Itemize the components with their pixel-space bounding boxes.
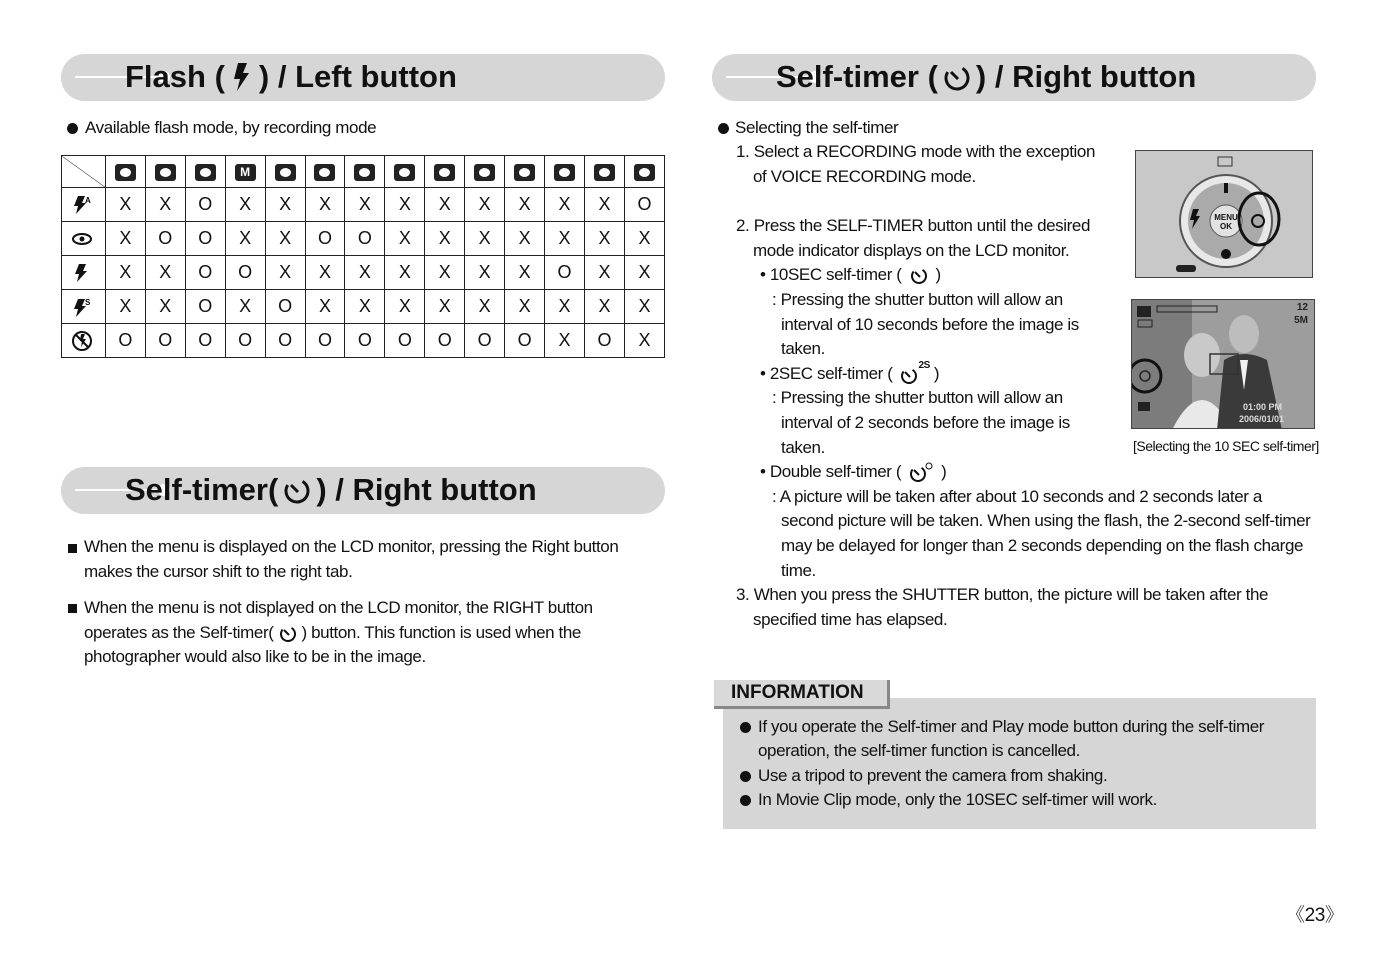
flash-mode-table xyxy=(61,155,665,358)
self-timer-right-header xyxy=(712,54,1316,101)
lcd-shot-count: 12 xyxy=(1296,302,1308,313)
table-cell: X xyxy=(545,290,585,324)
table-row-header xyxy=(62,188,106,222)
timer-2sec-a: • 2SEC self-timer ( xyxy=(760,364,893,383)
table-cell: X xyxy=(305,290,345,324)
table-corner-cell xyxy=(62,156,106,188)
timer-10sec-a: • 10SEC self-timer ( xyxy=(760,265,902,284)
timer-double-desc2: second picture will be taken. When using the flash, the 2-second self-timer xyxy=(781,511,1311,530)
text-icon xyxy=(474,164,495,181)
table-cell: X xyxy=(225,222,265,256)
table-cell: X xyxy=(385,256,425,290)
camera-buttons-illustration xyxy=(1135,150,1313,278)
table-cell: X xyxy=(465,256,505,290)
flash-title xyxy=(125,59,457,95)
table-cell: X xyxy=(545,188,585,222)
auto-mode-icon xyxy=(115,164,136,181)
fill-flash-icon xyxy=(72,262,94,284)
para2-line1: When the menu is not displayed on the LCD monitor, the RIGHT button xyxy=(84,598,593,617)
table-row-header xyxy=(62,256,106,290)
table-mode-header xyxy=(225,156,265,188)
timer-10sec-desc3: taken. xyxy=(781,339,825,358)
table-cell: O xyxy=(105,324,145,358)
sunset-icon xyxy=(514,164,535,181)
table-cell: X xyxy=(584,256,624,290)
table-cell: O xyxy=(584,324,624,358)
timer-double-a: • Double self-timer ( xyxy=(760,462,902,481)
table-cell: O xyxy=(185,222,225,256)
table-mode-header xyxy=(425,156,465,188)
timer-10sec-desc2: interval of 10 seconds before the image is xyxy=(781,315,1079,334)
self-timer-title-suffix: ) / Right button xyxy=(316,472,537,507)
table-cell: X xyxy=(105,290,145,324)
table-cell: O xyxy=(225,324,265,358)
self-timer-icon xyxy=(282,475,312,505)
lcd-date: 2006/01/01 xyxy=(1238,414,1284,424)
timer-2sec-desc1: : Pressing the shutter button will allow an xyxy=(772,388,1063,407)
table-cell: X xyxy=(584,290,624,324)
flash-bullet-text: Available flash mode, by recording mode xyxy=(85,118,377,137)
table-cell: O xyxy=(345,222,385,256)
table-mode-header xyxy=(305,156,345,188)
right-title-prefix: Self-timer ( xyxy=(776,59,938,94)
timer-double-desc1: : A picture will be taken after about 10 seconds and 2 seconds later a xyxy=(772,487,1262,506)
table-cell: O xyxy=(145,222,185,256)
table-cell: X xyxy=(145,290,185,324)
table-mode-header xyxy=(584,156,624,188)
step1-line1: 1. Select a RECORDING mode with the exception xyxy=(736,142,1095,161)
table-cell: X xyxy=(105,256,145,290)
table-cell: X xyxy=(105,222,145,256)
landscape-icon xyxy=(394,164,415,181)
lcd-image-size: 5M xyxy=(1294,315,1308,326)
table-cell: X xyxy=(345,290,385,324)
table-mode-header xyxy=(185,156,225,188)
flash-title-suffix: ) / Left button xyxy=(258,59,457,94)
table-cell: X xyxy=(265,222,305,256)
info-bullet1-line1: If you operate the Self-timer and Play mode button during the self-timer xyxy=(758,717,1265,736)
timer-double-label xyxy=(760,460,946,485)
table-cell: X xyxy=(425,222,465,256)
table-cell: O xyxy=(425,324,465,358)
table-cell: X xyxy=(305,256,345,290)
right-bullet-text: Selecting the self-timer xyxy=(735,118,899,137)
table-mode-header xyxy=(505,156,545,188)
para2-line3: photographer would also like to be in the image. xyxy=(84,647,426,666)
information-label: INFORMATION xyxy=(731,682,864,703)
table-row-header xyxy=(62,290,106,324)
timer-2sec-b: ) xyxy=(933,364,940,383)
flash-off-icon xyxy=(72,330,94,352)
table-cell: X xyxy=(345,188,385,222)
table-cell: X xyxy=(624,256,664,290)
bullet-dot xyxy=(67,123,78,134)
table-mode-header xyxy=(465,156,505,188)
info-bullet3: In Movie Clip mode, only the 10SEC self-timer will work. xyxy=(758,790,1157,809)
table-cell: X xyxy=(345,256,385,290)
table-mode-header xyxy=(105,156,145,188)
table-cell: X xyxy=(465,290,505,324)
self-timer-title-prefix: Self-timer( xyxy=(125,472,279,507)
table-cell: O xyxy=(265,324,305,358)
fireworks-icon xyxy=(634,164,655,181)
table-cell: O xyxy=(305,324,345,358)
table-cell: X xyxy=(465,188,505,222)
para1-line1: When the menu is displayed on the LCD monitor, pressing the Right button xyxy=(84,537,619,556)
table-cell: X xyxy=(584,188,624,222)
para2-line2-a: operates as the Self-timer( xyxy=(84,623,274,642)
self-timer-icon xyxy=(942,62,972,92)
page-number: 《23》 xyxy=(1286,905,1344,926)
backlight-icon xyxy=(594,164,615,181)
table-cell: O xyxy=(505,324,545,358)
timer-10sec-desc1: : Pressing the shutter button will allow an xyxy=(772,290,1063,309)
step2-line1: 2. Press the SELF-TIMER button until the desired xyxy=(736,216,1091,235)
table-cell: X xyxy=(145,188,185,222)
table-cell: X xyxy=(624,290,664,324)
table-cell: X xyxy=(265,188,305,222)
square-bullet xyxy=(68,544,77,553)
table-header-row xyxy=(62,156,665,188)
table-cell: O xyxy=(624,188,664,222)
self-timer-right-title xyxy=(776,59,1196,95)
couple-photo xyxy=(1132,300,1315,429)
dawn-icon xyxy=(554,164,575,181)
auto-flash-icon xyxy=(72,194,94,216)
table-cell: X xyxy=(225,290,265,324)
self-timer-left-header xyxy=(61,467,665,514)
table-mode-header xyxy=(545,156,585,188)
svg-text:S: S xyxy=(85,297,91,307)
table-cell: X xyxy=(265,256,305,290)
program-mode-icon xyxy=(155,164,176,181)
step3-line1: 3. When you press the SHUTTER button, the picture will be taken after the xyxy=(736,585,1269,604)
flash-icon xyxy=(229,62,255,92)
double-self-timer-icon xyxy=(907,461,939,483)
timer-double-desc4: time. xyxy=(781,561,816,580)
info-bullet1-line2: operation, the self-timer function is cancelled. xyxy=(758,741,1080,760)
table-row xyxy=(62,188,665,222)
table-cell: X xyxy=(624,324,664,358)
table-cell: O xyxy=(545,256,585,290)
right-title-suffix: ) / Right button xyxy=(975,59,1197,94)
portrait-icon xyxy=(314,164,335,181)
lcd-caption: [Selecting the 10 SEC self-timer] xyxy=(1133,438,1319,454)
table-cell: O xyxy=(345,324,385,358)
table-cell: X xyxy=(425,290,465,324)
table-cell: X xyxy=(505,188,545,222)
table-cell: X xyxy=(305,188,345,222)
information-tab xyxy=(714,680,890,709)
table-cell: O xyxy=(185,256,225,290)
lcd-screen-illustration xyxy=(1131,299,1315,429)
table-cell: X xyxy=(425,188,465,222)
table-cell: O xyxy=(145,324,185,358)
table-cell: X xyxy=(505,222,545,256)
svg-text:A: A xyxy=(85,195,92,205)
table-cell: O xyxy=(225,256,265,290)
flash-title-prefix: Flash ( xyxy=(125,59,225,94)
close-up-icon xyxy=(434,164,455,181)
table-cell: X xyxy=(385,222,425,256)
table-mode-header xyxy=(265,156,305,188)
timer-2sec-desc3: taken. xyxy=(781,438,825,457)
table-cell: O xyxy=(265,290,305,324)
children-icon xyxy=(354,164,375,181)
table-cell: X xyxy=(105,188,145,222)
table-cell: X xyxy=(584,222,624,256)
slow-sync-icon xyxy=(72,296,94,318)
table-row xyxy=(62,222,665,256)
table-cell: X xyxy=(145,256,185,290)
table-row xyxy=(62,290,665,324)
para2-line2 xyxy=(84,621,581,646)
timer-double-desc3: may be delayed for longer than 2 seconds depending on the flash charge xyxy=(781,536,1304,555)
table-mode-header xyxy=(385,156,425,188)
table-cell: X xyxy=(385,188,425,222)
square-bullet xyxy=(68,604,77,613)
table-cell: X xyxy=(505,256,545,290)
table-cell: X xyxy=(505,290,545,324)
table-cell: X xyxy=(425,256,465,290)
timer-2sec-label xyxy=(760,362,939,387)
table-mode-header xyxy=(345,156,385,188)
menu-button-label: MENU xyxy=(1214,213,1238,222)
table-row-header xyxy=(62,222,106,256)
table-cell: X xyxy=(225,188,265,222)
bullet-dot xyxy=(740,722,751,733)
timer-2sec-desc2: interval of 2 seconds before the image is xyxy=(781,413,1070,432)
table-cell: O xyxy=(185,290,225,324)
table-cell: O xyxy=(385,324,425,358)
step2-line2: mode indicator displays on the LCD monitor. xyxy=(753,241,1070,260)
lcd-time: 01:00 PM xyxy=(1242,402,1282,412)
info-bullet2: Use a tripod to prevent the camera from shaking. xyxy=(758,766,1108,785)
table-row-header xyxy=(62,324,106,358)
asr-mode-icon xyxy=(195,164,216,181)
table-cell: O xyxy=(185,188,225,222)
para2-line2-b: ) button. This function is used when the xyxy=(301,623,581,642)
manual-mode-icon: M xyxy=(235,164,256,181)
table-cell: X xyxy=(385,290,425,324)
table-mode-header xyxy=(145,156,185,188)
table-cell: O xyxy=(465,324,505,358)
bullet-dot xyxy=(718,123,729,134)
red-eye-icon xyxy=(72,228,94,250)
step3-line2: specified time has elapsed. xyxy=(753,610,948,629)
table-row xyxy=(62,324,665,358)
table-cell: X xyxy=(465,222,505,256)
para1-line2: makes the cursor shift to the right tab. xyxy=(84,562,353,581)
self-timer-left-title xyxy=(125,472,537,508)
table-cell: X xyxy=(624,222,664,256)
table-cell: X xyxy=(545,222,585,256)
self-timer-icon xyxy=(277,623,299,643)
step1-line2: of VOICE RECORDING mode. xyxy=(753,167,976,186)
timer-2sec-sup: 2S xyxy=(918,360,930,371)
night-scene-icon xyxy=(275,164,296,181)
timer-10sec-label xyxy=(760,263,941,288)
timer-double-b: ) xyxy=(941,462,947,481)
table-row xyxy=(62,256,665,290)
bullet-dot xyxy=(740,771,751,782)
flash-section-header xyxy=(61,54,665,101)
table-cell: X xyxy=(545,324,585,358)
table-cell: O xyxy=(185,324,225,358)
ok-button-label: OK xyxy=(1220,222,1232,231)
self-timer-icon xyxy=(906,265,932,285)
table-mode-header xyxy=(624,156,664,188)
bullet-dot xyxy=(740,795,751,806)
timer-10sec-b: ) xyxy=(935,265,941,284)
table-cell: O xyxy=(305,222,345,256)
